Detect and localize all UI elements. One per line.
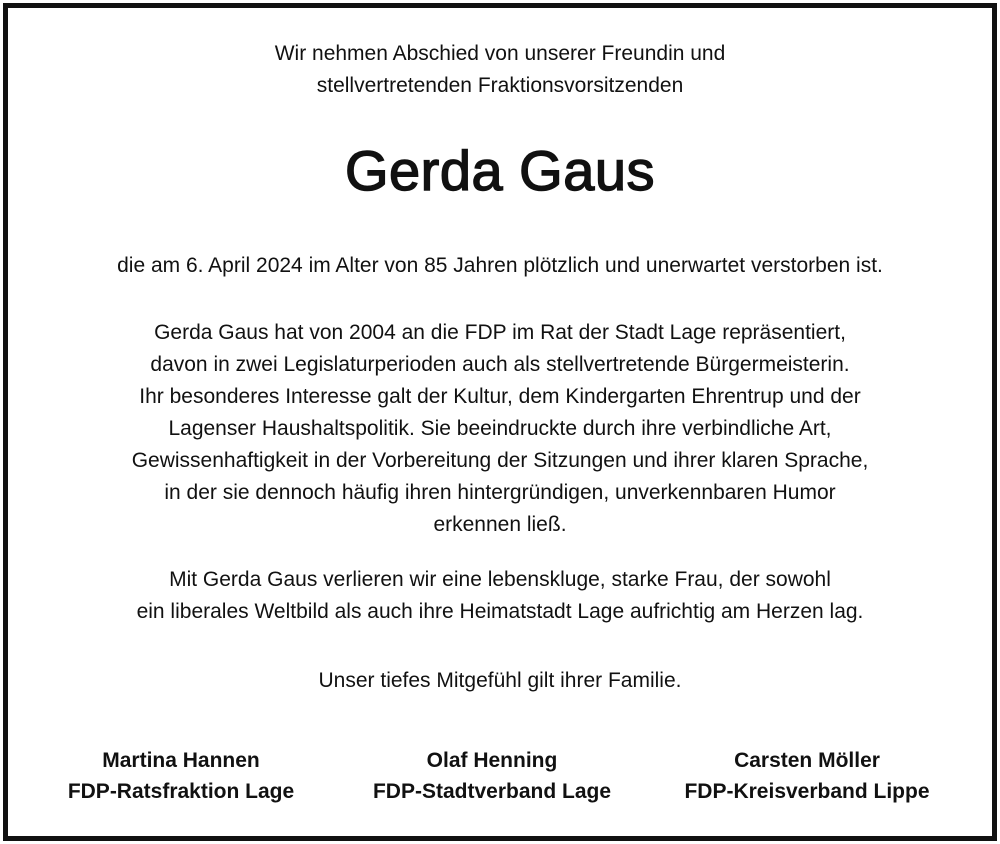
- tribute-line: erkennen ließ.: [433, 513, 567, 536]
- intro-line: stellvertretenden Fraktionsvorsitzenden: [316, 74, 684, 97]
- signature-org: FDP-Kreisverband Lippe: [684, 780, 930, 803]
- tribute-line: Ihr besonderes Interesse galt der Kultur, dem Kindergarten Ehrentrup und der: [139, 385, 861, 408]
- tribute-line: davon in zwei Legislaturperioden auch als stellvertretende Bürgermeisterin.: [150, 353, 850, 376]
- tribute-line: Gerda Gaus hat von 2004 an die FDP im Rat der Stadt Lage repräsentiert,: [154, 321, 846, 344]
- signature-name: Carsten Möller: [734, 749, 880, 772]
- signature: [347, 745, 637, 807]
- signature-org: FDP-Stadtverband Lage: [372, 780, 612, 803]
- tribute-line: Gewissenhaftigkeit in der Vorbereitung der Sitzungen und ihrer klaren Sprache,: [131, 449, 869, 472]
- signature-name: Martina Hannen: [102, 749, 260, 772]
- signature-name: Olaf Henning: [426, 749, 558, 772]
- tribute-paragraph: [0, 317, 1000, 541]
- signature-org: FDP-Ratsfraktion Lage: [67, 780, 295, 803]
- farewell-line: ein liberales Weltbild als auch ihre Heimatstadt Lage aufrichtig am Herzen lag.: [136, 600, 864, 623]
- farewell-line: Mit Gerda Gaus verlieren wir eine lebenskluge, starke Frau, der sowohl: [169, 568, 831, 591]
- tribute-line: Lagenser Haushaltspolitik. Sie beeindruckte durch ihre verbindliche Art,: [168, 417, 832, 440]
- signature-block: [0, 745, 1000, 809]
- farewell-paragraph: [0, 564, 1000, 628]
- signature: [662, 745, 952, 807]
- date-line: die am 6. April 2024 im Alter von 85 Jahren plötzlich und unerwartet verstorben ist.: [117, 254, 883, 277]
- intro-line: Wir nehmen Abschied von unserer Freundin und: [274, 42, 726, 65]
- signature: [36, 745, 326, 807]
- deceased-name: Gerda Gaus: [344, 139, 656, 202]
- intro-text: [0, 38, 1000, 102]
- condolence-line: Unser tiefes Mitgefühl gilt ihrer Familie.: [318, 669, 682, 692]
- tribute-line: in der sie dennoch häufig ihren hintergründigen, unverkennbaren Humor: [164, 481, 836, 504]
